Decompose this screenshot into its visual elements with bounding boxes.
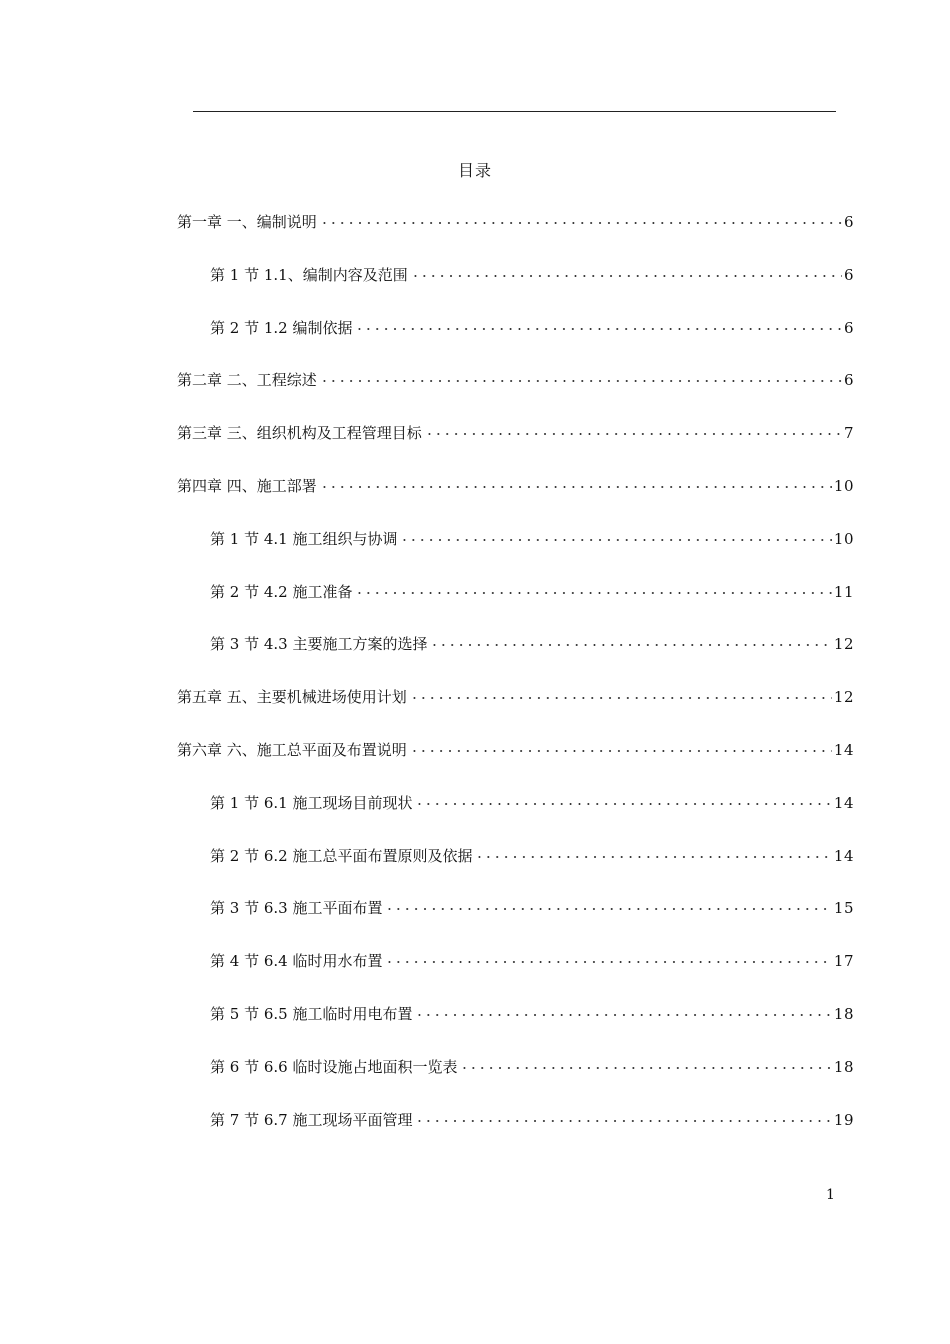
toc-dot-leader — [384, 908, 831, 910]
toc-entry-label: 第 6 节 6.6 临时设施占地面积一览表 — [210, 1058, 458, 1076]
toc-dot-leader — [399, 539, 831, 541]
toc-dot-leader — [459, 1067, 831, 1069]
toc-entry-label: 第 2 节 4.2 施工准备 — [210, 583, 353, 601]
toc-entry-label: 第 4 节 6.4 临时用水布置 — [210, 952, 383, 970]
toc-entry-page: 10 — [833, 530, 854, 548]
toc-section-entry[interactable] — [210, 527, 854, 551]
toc-dot-leader — [424, 433, 842, 435]
toc-dot-leader — [354, 592, 831, 594]
toc-entry-page: 10 — [833, 477, 854, 495]
toc-entry-label: 第一章 一、编制说明 — [177, 213, 317, 231]
toc-dot-leader — [414, 803, 831, 805]
toc-entry-page: 19 — [833, 1111, 854, 1129]
toc-entry-label: 第 3 节 4.3 主要施工方案的选择 — [210, 635, 428, 653]
toc-dot-leader — [414, 1120, 831, 1122]
toc-title: 目录 — [457, 161, 492, 180]
toc-entry-page: 6 — [843, 266, 854, 284]
toc-entry-label: 第 1 节 6.1 施工现场目前现状 — [210, 794, 413, 812]
toc-section-entry[interactable] — [210, 632, 854, 656]
toc-chapter-entry[interactable] — [177, 685, 854, 709]
toc-entry-page: 17 — [833, 952, 854, 970]
toc-entry-page: 11 — [833, 583, 854, 601]
toc-dot-leader — [384, 961, 831, 963]
toc-dot-leader — [409, 697, 832, 699]
toc-section-entry[interactable] — [210, 844, 854, 868]
toc-section-entry[interactable] — [210, 1108, 854, 1132]
toc-section-entry[interactable] — [210, 1002, 854, 1026]
toc-chapter-entry[interactable] — [177, 210, 854, 234]
toc-dot-leader — [319, 222, 842, 224]
toc-chapter-entry[interactable] — [177, 368, 854, 392]
toc-entry-label: 第 7 节 6.7 施工现场平面管理 — [210, 1111, 413, 1129]
toc-entry-page: 14 — [833, 794, 854, 812]
toc-entry-label: 第六章 六、施工总平面及布置说明 — [177, 741, 407, 759]
toc-entry-page: 18 — [833, 1058, 854, 1076]
toc-dot-leader — [409, 750, 832, 752]
toc-entry-page: 15 — [833, 899, 854, 917]
toc-dot-leader — [474, 856, 831, 858]
toc-dot-leader — [429, 644, 831, 646]
toc-chapter-entry[interactable] — [177, 474, 854, 498]
toc-entry-label: 第三章 三、组织机构及工程管理目标 — [177, 424, 422, 442]
toc-section-entry[interactable] — [210, 316, 854, 340]
toc-dot-leader — [414, 1014, 831, 1016]
toc-chapter-entry[interactable] — [177, 738, 854, 762]
toc-entry-label: 第二章 二、工程综述 — [177, 371, 317, 389]
toc-chapter-entry[interactable] — [177, 421, 854, 445]
toc-entry-label: 第 5 节 6.5 施工临时用电布置 — [210, 1005, 413, 1023]
toc-dot-leader — [354, 328, 841, 330]
header-rule — [193, 111, 836, 112]
toc-entry-page: 18 — [833, 1005, 854, 1023]
toc-dot-leader — [410, 275, 842, 277]
toc-section-entry[interactable] — [210, 263, 854, 287]
toc-entry-label: 第四章 四、施工部署 — [177, 477, 317, 495]
toc-entry-page: 6 — [843, 213, 854, 231]
page-number: 1 — [826, 1187, 835, 1203]
toc-entry-page: 12 — [833, 688, 854, 706]
toc-entry-page: 6 — [843, 371, 854, 389]
toc-section-entry[interactable] — [210, 791, 854, 815]
toc-dot-leader — [319, 486, 832, 488]
toc-section-entry[interactable] — [210, 1055, 854, 1079]
toc-entry-page: 14 — [833, 741, 854, 759]
toc-dot-leader — [319, 380, 842, 382]
toc-section-entry[interactable] — [210, 580, 854, 604]
toc-entry-page: 14 — [833, 847, 854, 865]
toc-entry-label: 第 2 节 1.2 编制依据 — [210, 319, 353, 337]
toc-section-entry[interactable] — [210, 949, 854, 973]
toc-entry-label: 第五章 五、主要机械进场使用计划 — [177, 688, 407, 706]
toc-entry-page: 12 — [833, 635, 854, 653]
toc-entry-page: 7 — [843, 424, 854, 442]
toc-entry-label: 第 2 节 6.2 施工总平面布置原则及依据 — [210, 847, 473, 865]
toc-entry-label: 第 1 节 4.1 施工组织与协调 — [210, 530, 398, 548]
toc-section-entry[interactable] — [210, 896, 854, 920]
toc-entry-label: 第 3 节 6.3 施工平面布置 — [210, 899, 383, 917]
toc-entry-page: 6 — [843, 319, 854, 337]
toc-entry-label: 第 1 节 1.1、编制内容及范围 — [210, 266, 408, 284]
